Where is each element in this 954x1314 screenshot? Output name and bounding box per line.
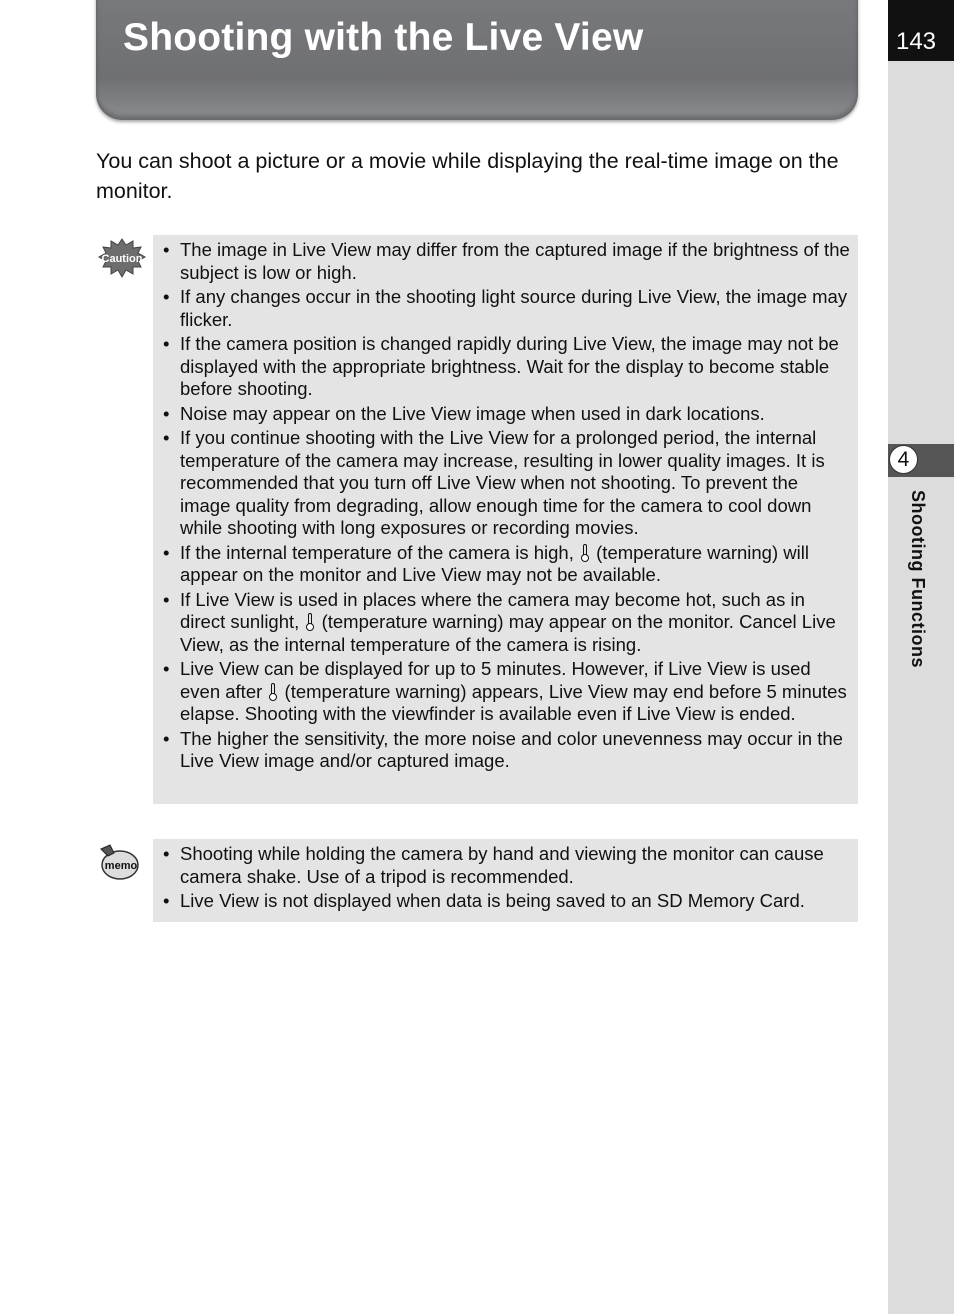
list-item (163, 542, 850, 587)
list-item: • The higher the sensitivity, the more noise and color unevenness may occur in the Live View image and/or captured image. (163, 728, 850, 773)
temperature-warning-icon (269, 683, 277, 701)
caution-icon (98, 238, 146, 278)
list-item: • If you continue shooting with the Live View for a prolonged period, the internal temperature of the camera may increase, resulting in lower quality images. It is recommended that you turn off Live View when not shooting. To prevent the image quality from degrading, allow enough time for the camera to cool down while shooting with long exposures or recording movies. (163, 427, 850, 540)
memo-icon (98, 843, 140, 883)
list-item-text-before: Live View can be displayed for up to 5 minutes. However, if Live View is used even after (180, 658, 811, 702)
list-item: • Noise may appear on the Live View image when used in dark locations. (163, 403, 850, 426)
list-item: • The image in Live View may differ from the captured image if the brightness of the subject is low or high. (163, 239, 850, 284)
list-item-text-after: (temperature warning) appears, Live View may end before 5 minutes elapse. Shooting with the viewfinder is available even if Live View is ended. (180, 680, 847, 724)
list-item (163, 589, 850, 657)
list-item: • If the camera position is changed rapidly during Live View, the image may not be displayed with the appropriate brightness. Wait for the display to become stable before shooting. (163, 333, 850, 401)
list-item (163, 658, 850, 726)
memo-box (153, 839, 858, 922)
list-item-text-after: (temperature warning) will appear on the monitor and Live View may not be available. (180, 541, 809, 585)
memo-list (163, 843, 850, 913)
caution-list (163, 239, 850, 773)
page-title: Shooting with the Live View (123, 16, 644, 59)
temperature-warning-icon (306, 613, 314, 631)
list-item: • Shooting while holding the camera by hand and viewing the monitor can cause camera shake. Use of a tripod is recommended. (163, 843, 850, 888)
memo-icon-label: memo (104, 860, 138, 872)
caution-box (153, 235, 858, 804)
chapter-number: 4 (889, 445, 918, 474)
list-item: • Live View is not displayed when data is being saved to an SD Memory Card. (163, 890, 850, 913)
page-number: 143 (895, 28, 937, 55)
list-item-text-after: (temperature warning) may appear on the monitor. Cancel Live View, as the internal temperature of the camera is rising. (180, 611, 836, 655)
list-item-text-before: If Live View is used in places where the camera may become hot, such as in direct sunlight, (180, 588, 805, 632)
chapter-label: Shooting Functions (908, 490, 928, 668)
list-item-text-before: If the internal temperature of the camera is high, (180, 541, 579, 563)
intro-paragraph: You can shoot a picture or a movie while displaying the real-time image on the monitor. (96, 149, 839, 203)
temperature-warning-icon (581, 544, 589, 562)
list-item: • If any changes occur in the shooting light source during Live View, the image may flicker. (163, 286, 850, 331)
caution-icon-label: Caution (101, 253, 143, 265)
